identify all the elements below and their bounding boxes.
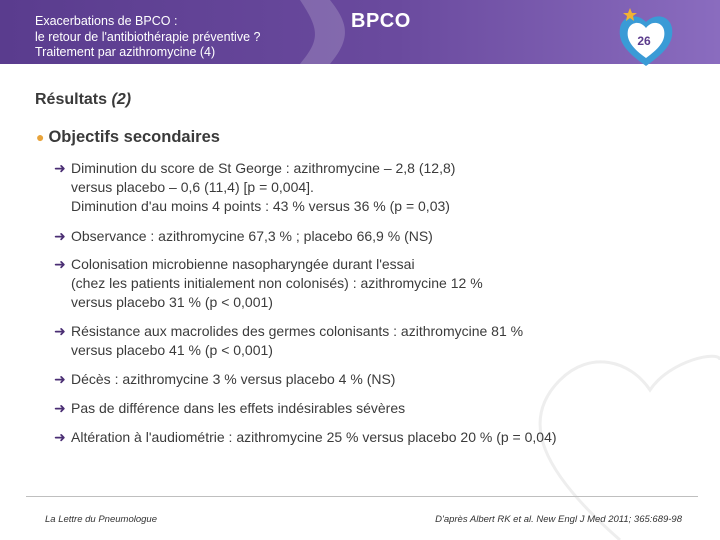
- list-item: [54, 399, 405, 418]
- list-item: [54, 428, 557, 447]
- list-item-line: Diminution du score de St George : azithromycine – 2,8 (12,8): [71, 160, 456, 176]
- list-item-line: (chez les patients initialement non colonisés) : azithromycine 12 %: [71, 275, 483, 291]
- list-item: [54, 227, 433, 246]
- list-item-line: Résistance aux macrolides des germes colonisants : azithromycine 81 %: [71, 323, 524, 339]
- footer-divider: [26, 496, 698, 497]
- header-subtitle-line-1: Exacerbations de BPCO :: [35, 14, 178, 28]
- list-item-line: versus placebo 41 % (p < 0,001): [71, 342, 273, 358]
- footer-journal: La Lettre du Pneumologue: [45, 514, 157, 525]
- arrow-right-icon: ➜: [54, 429, 66, 445]
- section-title-text: Résultats: [35, 91, 108, 108]
- section-title-suffix: (2): [111, 91, 132, 108]
- list-item-line: Observance : azithromycine 67,3 % ; placebo 66,9 % (NS): [71, 228, 433, 244]
- list-item-line: versus placebo – 0,6 (11,4) [p = 0,004].: [71, 179, 314, 195]
- arrow-right-icon: ➜: [54, 371, 66, 387]
- list-item: [54, 370, 395, 389]
- page-number: 26: [637, 34, 651, 48]
- footer-reference: D'après Albert RK et al. New Engl J Med 2011; 365:689-98: [435, 514, 682, 525]
- arrow-right-icon: ➜: [54, 228, 66, 244]
- list-item: [54, 255, 483, 312]
- arrow-right-icon: ➜: [54, 160, 66, 176]
- list-item-line: Colonisation microbienne nasopharyngée durant l'essai: [71, 256, 415, 272]
- arrow-right-icon: ➜: [54, 323, 66, 339]
- list-item-line: Décès : azithromycine 3 % versus placebo 4 % (NS): [71, 371, 396, 387]
- header-title: BPCO: [351, 10, 411, 32]
- list-item-line: Altération à l'audiométrie : azithromycine 25 % versus placebo 20 % (p = 0,04): [71, 429, 557, 445]
- list-item: [54, 159, 455, 216]
- orange-dot-icon: ●: [36, 129, 45, 145]
- arrow-right-icon: ➜: [54, 400, 66, 416]
- subsection-heading: [36, 128, 220, 147]
- section-title: [35, 91, 131, 109]
- list-item-line: versus placebo 31 % (p < 0,001): [71, 294, 273, 310]
- header-subtitle-line-3: Traitement par azithromycine (4): [35, 45, 216, 59]
- list-item-line: Pas de différence dans les effets indésirables sévères: [71, 400, 406, 416]
- list-item-line: Diminution d'au moins 4 points : 43 % versus 36 % (p = 0,03): [71, 198, 450, 214]
- subsection-heading-text: Objectifs secondaires: [48, 128, 220, 146]
- arrow-right-icon: ➜: [54, 256, 66, 272]
- list-item: [54, 322, 523, 360]
- header-subtitle-line-2: le retour de l'antibiothérapie préventive ?: [35, 30, 261, 44]
